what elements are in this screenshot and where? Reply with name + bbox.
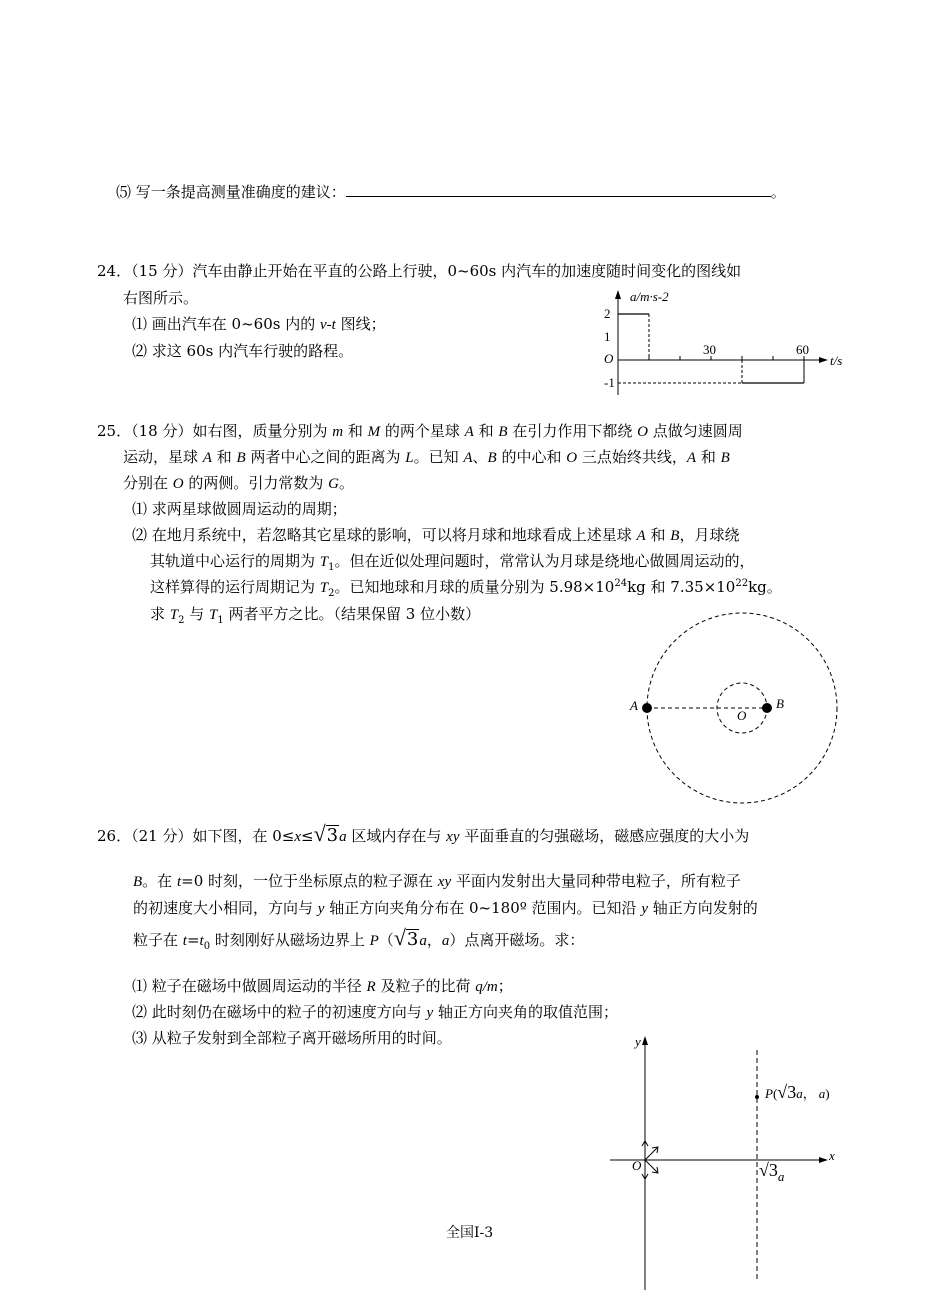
y-tick-label: -1 <box>604 375 615 390</box>
star-a <box>642 703 652 713</box>
q23-item5: ⑸ 写一条提高测量准确度的建议： 。 <box>116 180 786 203</box>
binary-star-figure <box>620 610 880 810</box>
q25-sub2-line4: 求 $T_2$ 与 $T_1$ 两者平方之比。（结果保留 3 位小数） <box>150 605 481 626</box>
q25-line2: 运动，星球 A 和 B 两者中心之间的距离为 L。已知 A、B 的中心和 O 三点始终共线，A 和 B <box>123 448 730 466</box>
q24-sub1: ⑴ 画出汽车在 0~60s 内的 v-t 图线； <box>132 315 386 333</box>
q26-line1: 26．（21 分）如下图，在 0≤x≤√3a 区域内存在与 xy 平面垂直的匀强磁场，磁感应强度的大小为 <box>97 821 750 846</box>
label-sqrt3a: √3a <box>759 1160 785 1184</box>
label-y: y <box>635 1034 641 1049</box>
magnetic-field-figure <box>605 1030 845 1290</box>
label-o: O <box>737 708 747 723</box>
q25-sub2-line1: ⑵ 在地月系统中，若忽略其它星球的影响，可以将月球和地球看成上述星球 A 和 B，月球绕 <box>132 526 740 544</box>
y-tick-label: 1 <box>604 329 611 344</box>
acceleration-time-chart <box>590 285 850 405</box>
star-b <box>762 703 772 713</box>
q26-line3: 的初速度大小相同，方向与 y 轴正方向夹角分布在 0~180º 范围内。已知沿 y 轴正方向发射的 <box>133 899 758 917</box>
label-o: O <box>632 1158 642 1173</box>
x-axis-label: t/s <box>830 353 843 368</box>
q26-line2: B。在 t=0 时刻，一位于坐标原点的粒子源在 xy 平面内发射出大量同种带电粒子，所有粒子 <box>133 872 741 890</box>
x-axis-arrow <box>819 357 828 363</box>
q24-line2: 右图所示。 <box>123 289 199 307</box>
q25-line1: 25．（18 分）如右图，质量分别为 m 和 M 的两个星球 A 和 B 在引力作用下都绕 O 点做匀速圆周 <box>97 422 743 440</box>
q25-sub2-line3: 这样算得的运行周期记为 $T_2$。已知地球和月球的质量分别为 $5.98\times 10^{24}kg$ 和 $7.35\times 10^{22}kg$。 <box>150 578 782 599</box>
q24-line1: 24．（15 分）汽车由静止开始在平直的公路上行驶，0~60s 内汽车的加速度随时间变化的图线如 <box>97 262 742 280</box>
page-footer: 全国Ⅰ-3 <box>446 1225 494 1241</box>
point-p <box>755 1095 759 1099</box>
y-axis-arrow <box>642 1036 648 1045</box>
y-axis-label: a/m·s-2 <box>630 289 669 304</box>
y-axis-arrow <box>615 290 621 299</box>
label-b: B <box>776 696 784 711</box>
q26-sub2: ⑵ 此时刻仍在磁场中的粒子的初速度方向与 y 轴正方向夹角的取值范围； <box>132 1003 618 1021</box>
q25-sub1: ⑴ 求两星球做圆周运动的周期； <box>132 500 347 518</box>
y-tick-label: 2 <box>604 306 611 321</box>
label-p: P(√3a， a) <box>765 1082 830 1102</box>
x-axis-arrow <box>819 1157 828 1163</box>
origin-label: O <box>604 351 614 366</box>
answer-blank <box>346 180 771 197</box>
x-tick-label: 60 <box>796 342 809 357</box>
label-a: A <box>630 698 638 713</box>
q26-sub3: ⑶ 从粒子发射到全部粒子离开磁场所用的时间。 <box>132 1029 452 1047</box>
q25-line3: 分别在 O 的两侧。引力常数为 G。 <box>123 474 355 492</box>
x-tick-label: 30 <box>703 342 716 357</box>
label-x: x <box>829 1148 835 1163</box>
q25-sub2-line2: 其轨道中心运行的周期为 $T_1$。但在近似处理问题时，常常认为月球是绕地心做圆周运动的， <box>150 552 755 573</box>
q26-line4: 粒子在 $t=t_0$ 时刻刚好从磁场边界上 P（√3a，a）点离开磁场。求： <box>133 925 585 952</box>
velocity-arrows <box>642 1141 662 1179</box>
q24-sub2: ⑵ 求这 60s 内汽车行驶的路程。 <box>132 342 354 360</box>
q26-sub1: ⑴ 粒子在磁场中做圆周运动的半径 R 及粒子的比荷 q/m； <box>132 977 513 995</box>
